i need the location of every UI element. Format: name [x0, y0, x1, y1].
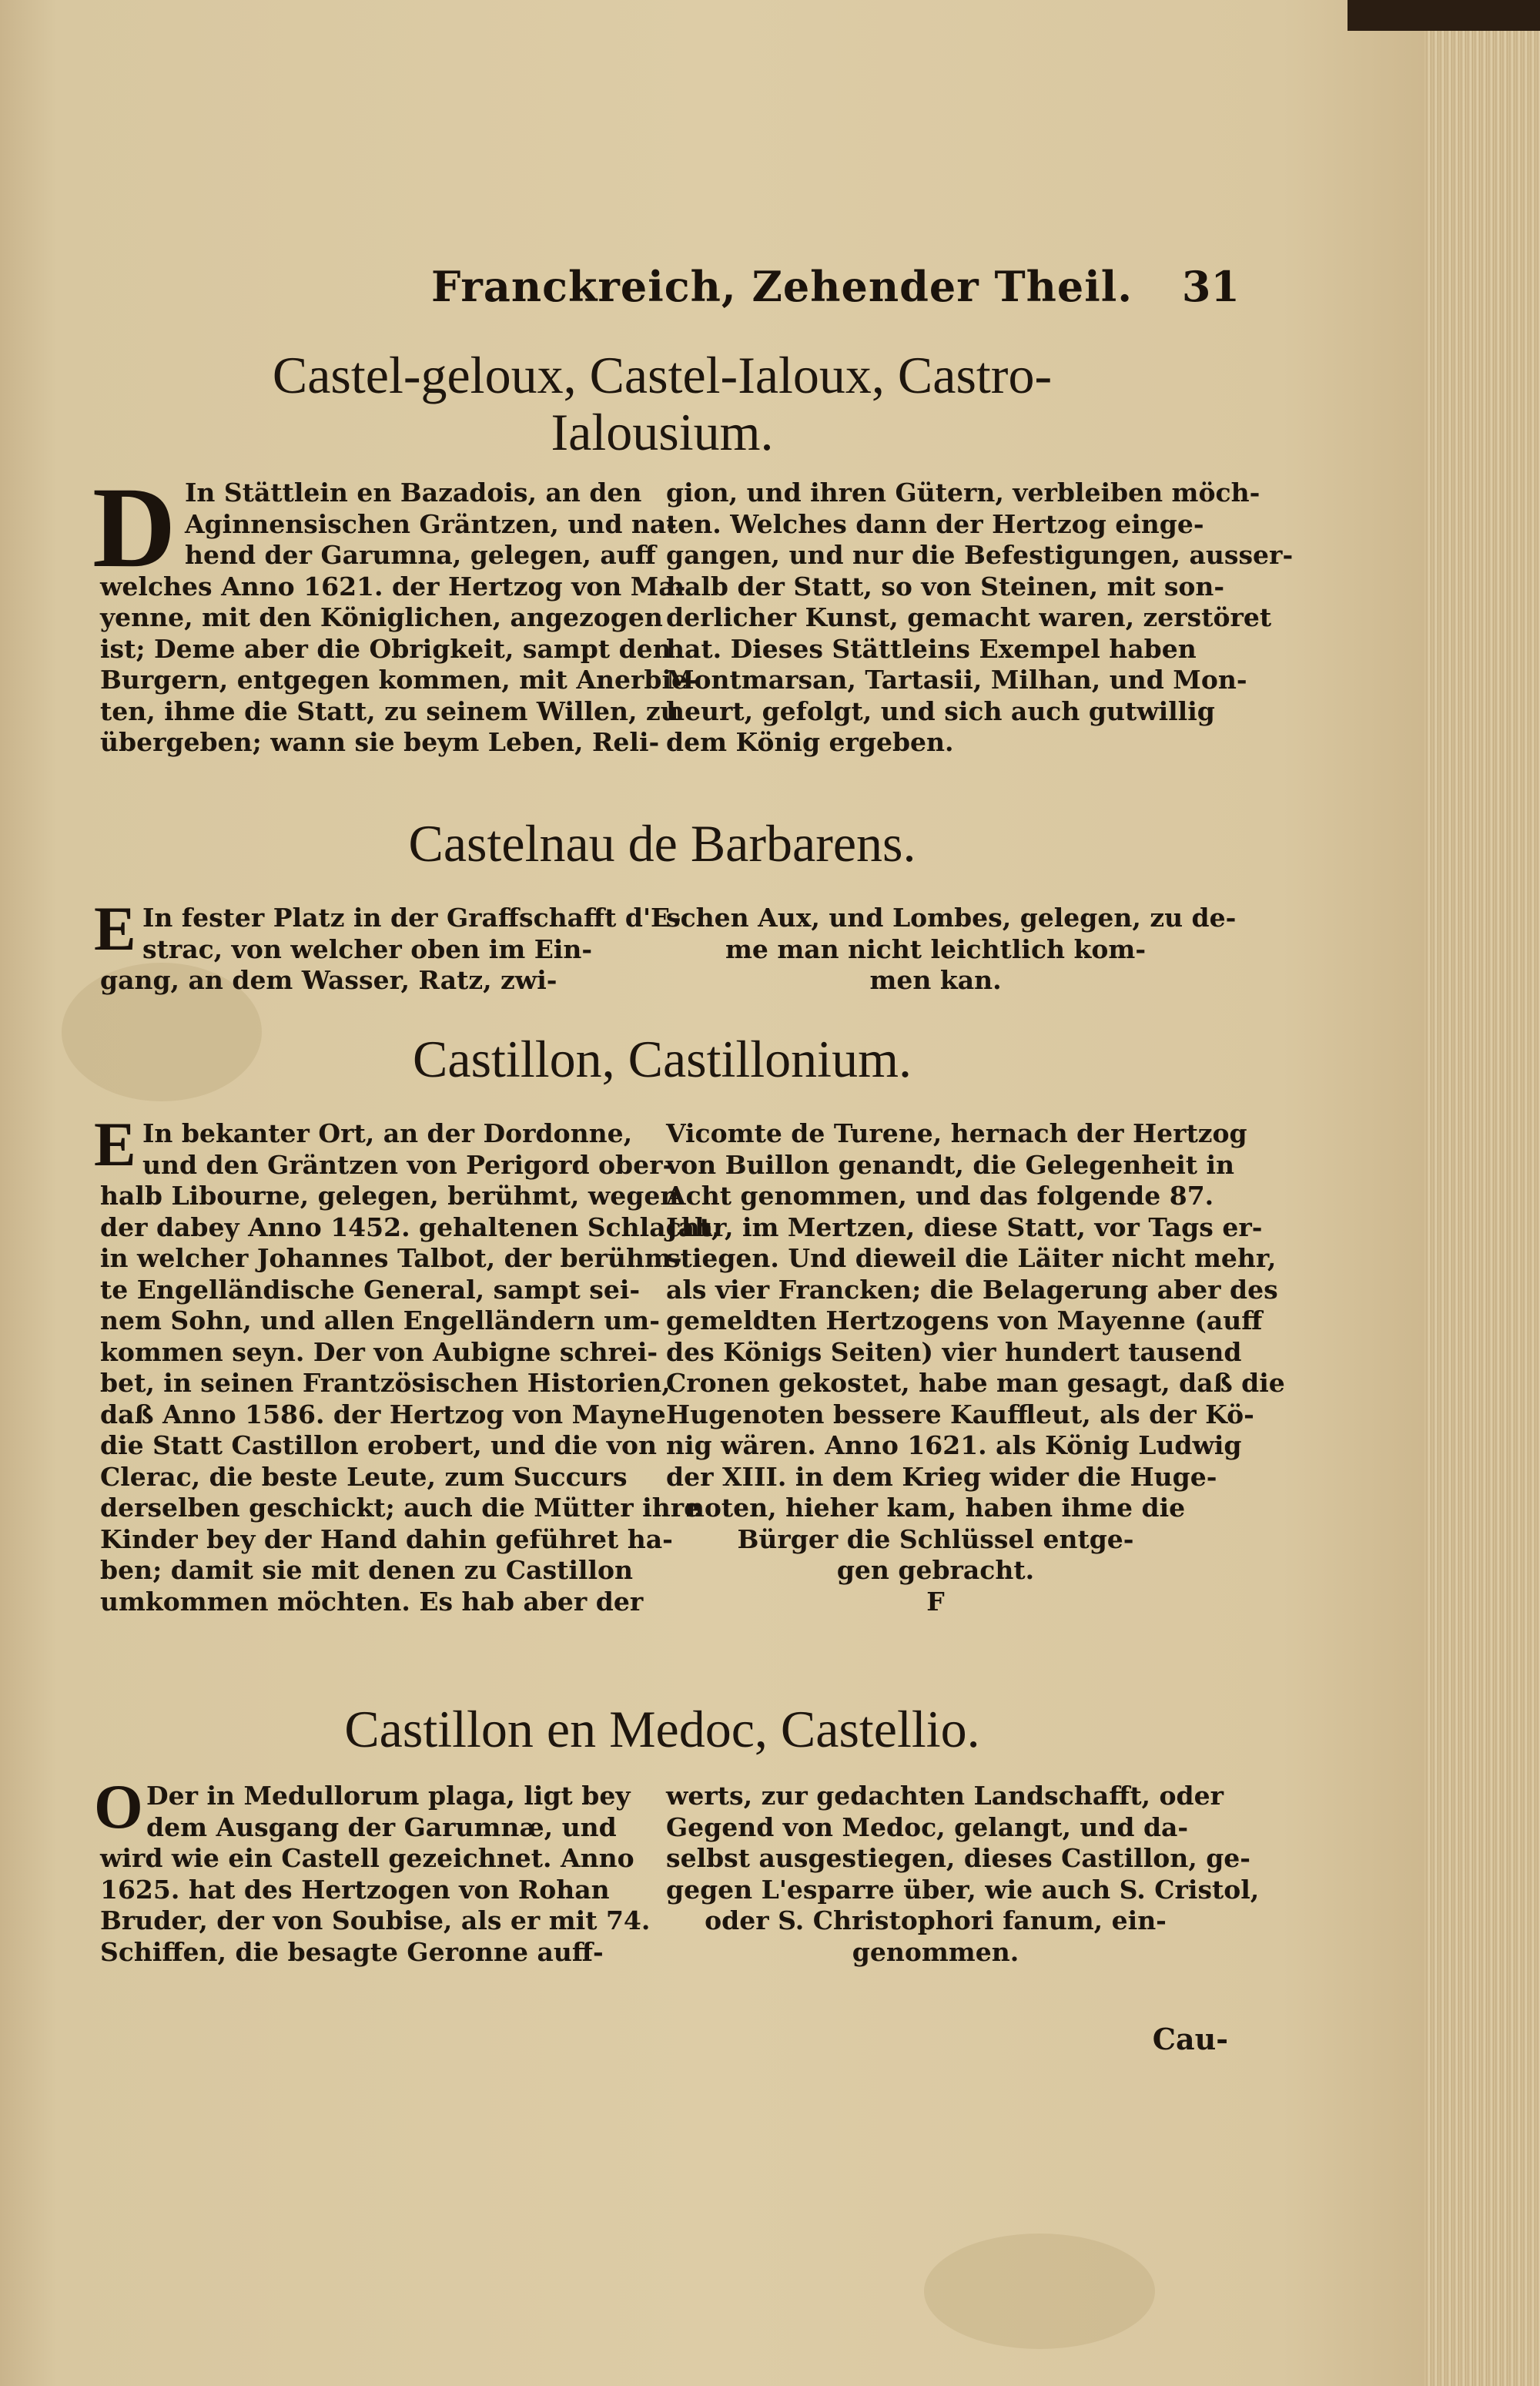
text-line: werts, zur gedachten Landschafft, oder	[666, 1781, 1224, 1811]
drop-cap: E	[94, 893, 136, 963]
text-line: Schiffen, die besagte Geronne auff-	[100, 1936, 604, 1967]
text-line: gion, und ihren Gütern, verbleiben möch-	[666, 478, 1260, 508]
text-line: Vicomte de Turene, hernach der Hertzog	[666, 1118, 1247, 1148]
text-line: umkommen möchten. Es hab aber der	[100, 1586, 644, 1617]
text-column-right	[666, 1781, 1260, 1968]
text-line: gemeldten Hertzogens von Mayenne (auff	[666, 1305, 1263, 1335]
signature-mark: F	[926, 1586, 945, 1617]
text-line: halb Libourne, gelegen, berühmt, wegen	[100, 1181, 679, 1211]
text-line: der dabey Anno 1452. gehaltenen Schlacht,	[100, 1211, 721, 1242]
text-line: Jahr, im Mertzen, diese Statt, vor Tags er-	[666, 1211, 1263, 1242]
text-line: daß Anno 1586. der Hertzog von Mayne	[100, 1399, 666, 1429]
text-line: Acht genommen, und das folgende 87.	[666, 1181, 1214, 1211]
title-line: Castillon en Medoc, Castellio.	[344, 1700, 980, 1758]
page-number: 31	[1181, 262, 1240, 311]
drop-cap: D	[92, 464, 176, 591]
text-line: Aginnensischen Gräntzen, und na-	[185, 508, 677, 539]
text-line: Burgern, entgegen kommen, mit Anerbie-	[100, 665, 698, 695]
text-line: Bürger die Schlüssel entge-	[737, 1523, 1134, 1554]
text-line: genommen.	[852, 1936, 1019, 1967]
drop-cap: O	[94, 1771, 143, 1841]
catchword: Cau-	[1152, 2022, 1228, 2056]
text-line: von Buillon genandt, die Gelegenheit in	[666, 1149, 1235, 1180]
text-line: schen Aux, und Lombes, gelegen, zu de-	[666, 903, 1237, 933]
text-line: des Königs Seiten) vier hundert tausend	[666, 1336, 1242, 1367]
text-line: der XIII. in dem Krieg wider die Huge-	[666, 1461, 1217, 1492]
text-line: Cronen gekostet, habe man gesagt, daß die	[666, 1368, 1285, 1398]
text-line: dem König ergeben.	[666, 727, 954, 757]
text-line: halb der Statt, so von Steinen, mit son-	[666, 571, 1225, 602]
title-line: Castelnau de Barbarens.	[408, 814, 916, 873]
text-line: in welcher Johannes Talbot, der berühm-	[100, 1243, 682, 1273]
drop-cap: E	[94, 1109, 136, 1179]
text-column-right	[666, 478, 1294, 759]
text-line: Clerac, die beste Leute, zum Succurs	[100, 1461, 628, 1492]
text-line: heurt, gefolgt, und sich auch gutwillig	[666, 695, 1215, 726]
paper-stain	[924, 2234, 1155, 2349]
section-title	[200, 815, 1124, 872]
header-title: Franckreich, Zehender Theil.	[431, 262, 1133, 311]
text-line: 1625. hat des Hertzogen von Rohan	[100, 1874, 610, 1905]
text-column-left	[100, 478, 698, 759]
text-line: In fester Platz in der Graffschafft d'E-	[142, 903, 681, 933]
text-line: derselben geschickt; auch die Mütter ihre	[100, 1493, 701, 1523]
title-line: Castel-geloux, Castel-Ialoux, Castro-	[272, 346, 1053, 404]
text-line: Der in Medullorum plaga, ligt bey	[146, 1781, 631, 1811]
text-column-right	[666, 1118, 1285, 1617]
title-line: Ialousium.	[551, 403, 774, 461]
text-line: selbst ausgestiegen, dieses Castillon, ge-	[666, 1843, 1250, 1873]
section-title	[200, 347, 1124, 461]
text-column-right	[666, 903, 1237, 997]
text-line: ist; Deme aber die Obrigkeit, sampt den	[100, 633, 671, 664]
text-line: Hugenoten bessere Kauffleut, als der Kö-	[666, 1399, 1254, 1429]
text-line: yenne, mit den Königlichen, angezogen	[100, 602, 663, 632]
text-column-left	[100, 1781, 651, 1968]
text-line: als vier Francken; die Belagerung aber des	[666, 1274, 1278, 1305]
text-column-left	[100, 903, 681, 997]
text-line: ten, ihme die Statt, zu seinem Willen, zu	[100, 695, 679, 726]
text-line: gegen L'esparre über, wie auch S. Cristol,	[666, 1874, 1260, 1905]
text-line: und den Gräntzen von Perigord ober-	[142, 1149, 674, 1180]
text-line: te Engelländische General, sampt sei-	[100, 1274, 641, 1305]
text-line: strac, von welcher oben im Ein-	[142, 933, 593, 964]
text-line: derlicher Kunst, gemacht waren, zerstöret	[666, 602, 1272, 632]
text-line: bet, in seinen Frantzösischen Historien,	[100, 1368, 671, 1398]
book-cover	[1348, 0, 1540, 31]
text-line: gang, an dem Wasser, Ratz, zwi-	[100, 965, 557, 995]
text-column-left	[100, 1118, 721, 1617]
text-line: welches Anno 1621. der Hertzog von Ma-	[100, 571, 686, 602]
text-line: In Stättlein en Bazadois, an den	[185, 478, 642, 508]
text-line: hat. Dieses Stättleins Exempel haben	[666, 633, 1197, 664]
text-line: In bekanter Ort, an der Dordonne,	[142, 1118, 633, 1148]
text-line: ben; damit sie mit denen zu Castillon	[100, 1555, 634, 1585]
text-line: die Statt Castillon erobert, und die von	[100, 1430, 657, 1460]
text-line: nem Sohn, und allen Engelländern um-	[100, 1305, 660, 1335]
text-line: men kan.	[869, 965, 1002, 995]
text-line: gen gebracht.	[836, 1555, 1035, 1585]
text-line: Kinder bey der Hand dahin geführet ha-	[100, 1523, 673, 1554]
text-line: kommen seyn. Der von Aubigne schrei-	[100, 1336, 658, 1367]
text-line: übergeben; wann sie beym Leben, Reli-	[100, 727, 660, 757]
text-line: ten. Welches dann der Hertzog einge-	[666, 508, 1204, 539]
text-line: dem Ausgang der Garumnæ, und	[146, 1811, 617, 1842]
section-title	[200, 1701, 1124, 1758]
title-line: Castillon, Castillonium.	[413, 1030, 912, 1088]
text-line: Bruder, der von Soubise, als er mit 74.	[100, 1905, 651, 1935]
text-line: Montmarsan, Tartasii, Milhan, und Mon-	[666, 665, 1247, 695]
text-line: gangen, und nur die Befestigungen, ausser-	[666, 540, 1294, 570]
running-header	[431, 262, 1240, 323]
text-line: oder S. Christophori fanum, ein-	[705, 1905, 1167, 1935]
page-edges	[1424, 0, 1540, 2386]
text-line: hend der Garumna, gelegen, auff	[185, 540, 656, 570]
text-line: nig wären. Anno 1621. als König Ludwig	[666, 1430, 1242, 1460]
text-line: wird wie ein Castell gezeichnet. Anno	[100, 1843, 634, 1873]
text-line: me man nicht leichtlich kom-	[725, 933, 1147, 964]
text-line: stiegen. Und dieweil die Läiter nicht mehr,	[666, 1243, 1277, 1273]
section-title	[200, 1030, 1124, 1087]
text-line: noten, hieher kam, haben ihme die	[685, 1493, 1186, 1523]
text-line: Gegend von Medoc, gelangt, und da-	[666, 1811, 1189, 1842]
